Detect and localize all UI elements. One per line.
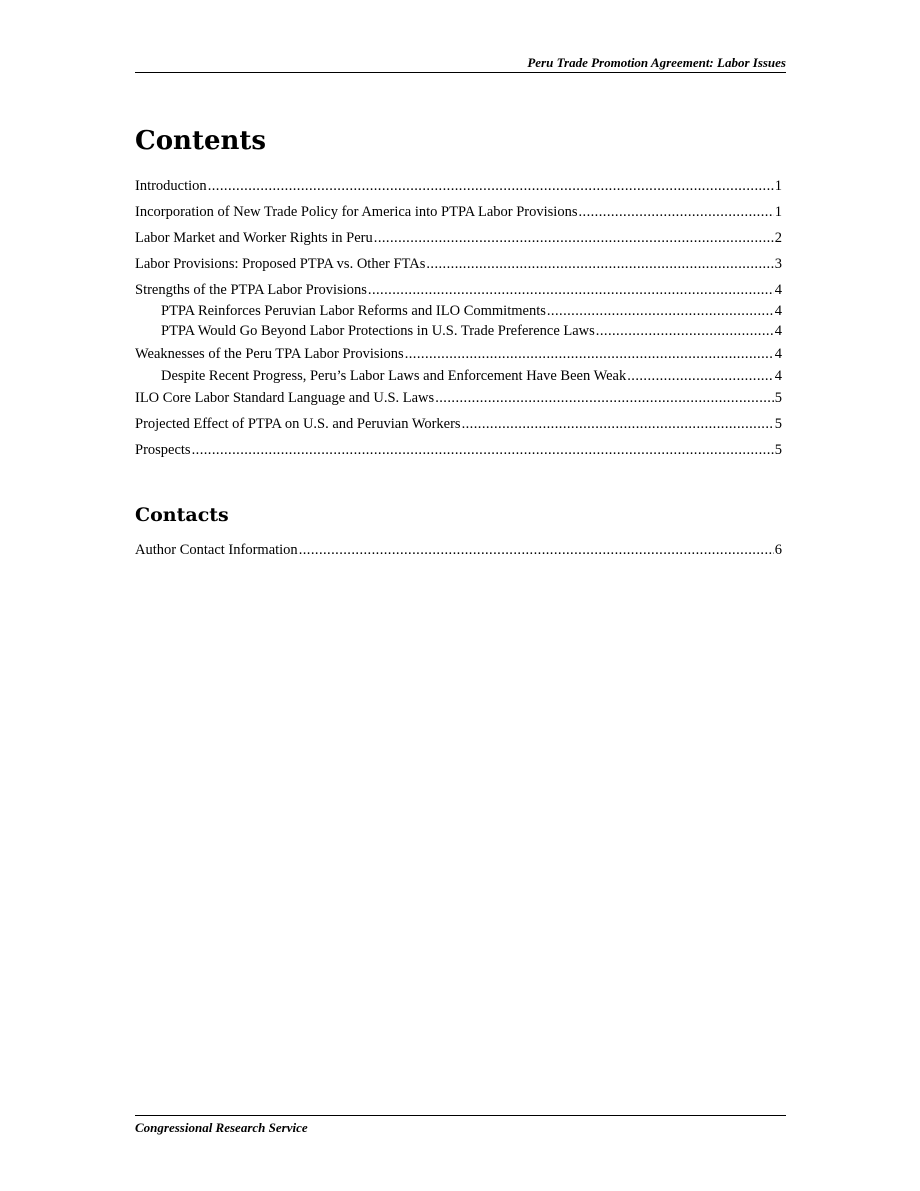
toc-entry-title: Weaknesses of the Peru TPA Labor Provisions	[135, 346, 404, 362]
dot-leader	[435, 389, 774, 407]
toc-entry-title: Strengths of the PTPA Labor Provisions	[135, 282, 367, 298]
running-header: Peru Trade Promotion Agreement: Labor Issues	[527, 55, 786, 70]
toc-entry-labor-provisions[interactable]	[135, 255, 782, 273]
toc-entry-page: 4	[774, 282, 782, 298]
toc-entry-labor-market[interactable]	[135, 229, 782, 247]
toc-entry-new-trade-policy[interactable]	[135, 203, 782, 221]
toc-entry-page: 5	[774, 416, 782, 432]
toc-entry-introduction[interactable]	[135, 177, 782, 195]
toc-entry-title: Incorporation of New Trade Policy for America into PTPA Labor Provisions	[135, 204, 578, 220]
toc-subentry-reinforces-reforms[interactable]	[161, 302, 782, 320]
dot-leader	[462, 415, 774, 433]
footer-rule	[135, 1115, 786, 1116]
dot-leader	[596, 322, 774, 340]
toc-entry-page: 1	[774, 204, 782, 220]
toc-entry-page: 6	[774, 542, 782, 558]
toc-entry-page: 2	[774, 230, 782, 246]
toc-entry-page: 1	[774, 178, 782, 194]
dot-leader	[192, 441, 774, 459]
dot-leader	[374, 229, 774, 247]
toc-entry-title: Author Contact Information	[135, 542, 298, 558]
toc-entry-title: Projected Effect of PTPA on U.S. and Peruvian Workers	[135, 416, 461, 432]
toc-entry-page: 3	[774, 256, 782, 272]
contacts-heading: Contacts	[135, 504, 229, 526]
dot-leader	[627, 367, 774, 385]
toc-entry-title: PTPA Would Go Beyond Labor Protections in U.S. Trade Preference Laws	[161, 323, 595, 339]
toc-entry-projected-effect[interactable]	[135, 415, 782, 433]
toc-entry-title: ILO Core Labor Standard Language and U.S. Laws	[135, 390, 435, 406]
dot-leader	[547, 302, 774, 320]
toc-entry-prospects[interactable]	[135, 441, 782, 459]
toc-entry-page: 5	[774, 442, 782, 458]
toc-entry-title: Prospects	[135, 442, 191, 458]
toc-entry-title: PTPA Reinforces Peruvian Labor Reforms and ILO Commitments	[161, 303, 546, 319]
toc-entry-title: Labor Market and Worker Rights in Peru	[135, 230, 373, 246]
toc-entry-title: Introduction	[135, 178, 207, 194]
dot-leader	[405, 345, 774, 363]
dot-leader	[578, 203, 773, 221]
running-footer: Congressional Research Service	[135, 1120, 308, 1135]
toc-entry-strengths[interactable]	[135, 281, 782, 299]
toc-entry-ilo-core[interactable]	[135, 389, 782, 407]
dot-leader	[208, 177, 774, 195]
toc-entry-page: 4	[774, 346, 782, 362]
toc-entry-title: Despite Recent Progress, Peru’s Labor Laws and Enforcement Have Been Weak	[161, 368, 627, 384]
dot-leader	[299, 541, 774, 559]
toc-subentry-recent-progress[interactable]	[161, 367, 782, 385]
dot-leader	[368, 281, 774, 299]
toc-entry-page: 4	[774, 368, 782, 384]
toc-entry-title: Labor Provisions: Proposed PTPA vs. Other FTAs	[135, 256, 426, 272]
contents-heading: Contents	[135, 126, 267, 156]
toc-entry-page: 4	[774, 323, 782, 339]
dot-leader	[426, 255, 773, 273]
header-rule	[135, 72, 786, 73]
toc-entry-page: 4	[774, 303, 782, 319]
toc-entry-page: 5	[774, 390, 782, 406]
toc-entry-author-contact[interactable]	[135, 541, 782, 559]
toc-entry-weaknesses[interactable]	[135, 345, 782, 363]
toc-subentry-beyond-protections[interactable]	[161, 322, 782, 340]
